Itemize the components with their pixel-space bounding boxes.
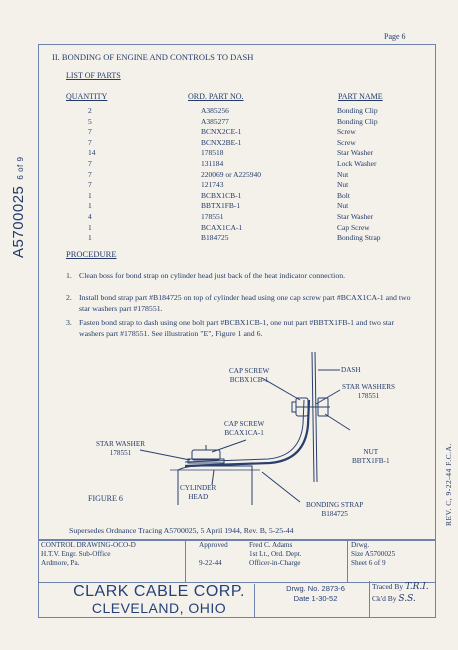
part-name: Nut bbox=[337, 180, 349, 190]
drwg-line: Sheet 6 of 9 bbox=[351, 559, 386, 567]
leader-strap bbox=[262, 472, 300, 502]
company-city: CLEVELAND, OHIO bbox=[91, 600, 227, 616]
part-number: 220069 or A225940 bbox=[201, 169, 261, 179]
list-of-parts-text: LIST OF PARTS bbox=[66, 71, 121, 80]
part-quantity: 7 bbox=[88, 137, 92, 147]
leader-cyl bbox=[212, 470, 214, 485]
label-cap-screw-top bbox=[229, 367, 269, 385]
drwg-line: Size A5700025 bbox=[351, 550, 396, 558]
part-number: BCBX1CB-1 bbox=[201, 190, 242, 200]
drawing-size-cell bbox=[349, 541, 435, 582]
part-quantity: 1 bbox=[88, 190, 92, 200]
col-header-part-no: ORD. PART NO. bbox=[188, 92, 244, 101]
company-cell bbox=[39, 581, 370, 617]
col-header-part-name: PART NAME bbox=[338, 92, 383, 101]
officer-line: Fred C. Adams bbox=[249, 541, 293, 549]
part-name: Screw bbox=[337, 137, 356, 147]
label-bonding-strap bbox=[306, 501, 363, 519]
part-name: Bonding Clip bbox=[337, 116, 378, 126]
step-number: 3. bbox=[66, 318, 72, 327]
part-quantity: 1 bbox=[88, 233, 92, 243]
approved-label: Approved bbox=[199, 541, 228, 549]
dash-panel bbox=[312, 352, 314, 482]
part-name: Cap Screw bbox=[337, 222, 370, 232]
label-text: 178551 bbox=[109, 449, 132, 457]
office-line: H.T.V. Engr. Sub-Office bbox=[41, 550, 111, 558]
part-name: Screw bbox=[337, 127, 356, 137]
leader-cap-screw-mid bbox=[212, 440, 246, 452]
part-name: Nut bbox=[337, 169, 349, 179]
part-name: Bonding Strap bbox=[337, 233, 381, 243]
label-text: B184725 bbox=[321, 510, 348, 518]
step-text: Clean boss for bond strap on cylinder head just back of the heat indicator connection. bbox=[79, 271, 346, 280]
doc-id: A5700025 bbox=[10, 185, 27, 258]
part-quantity: 7 bbox=[88, 159, 92, 168]
company-name: CLARK CABLE CORP. bbox=[73, 583, 245, 600]
sheet-of: 6 of 9 bbox=[16, 156, 25, 180]
label-text: CYLINDER bbox=[180, 484, 217, 492]
revision-note: REV. C, 9-22-44 F.C.A. bbox=[444, 443, 453, 526]
label-text: CAP SCREW bbox=[229, 367, 270, 375]
officer-line: Officer-in-Charge bbox=[249, 559, 301, 567]
officer-line: 1st Lt., Ord. Dept. bbox=[249, 550, 302, 558]
supersedes-note: Supersedes Ordnance Tracing A5700025, 5 April 1944, Rev. B, 5-25-44 bbox=[69, 526, 294, 535]
checked-label: Ck'd By bbox=[372, 594, 397, 603]
part-quantity: 5 bbox=[88, 116, 92, 126]
label-nut bbox=[352, 448, 390, 466]
label-star-washers bbox=[342, 383, 395, 401]
drwg-line: Drwg. bbox=[351, 541, 370, 549]
leader-star-washer bbox=[140, 450, 190, 460]
label-text: BCAX1CA-1 bbox=[224, 429, 264, 437]
approved-date: 9-22-44 bbox=[199, 559, 222, 567]
traced-label: Traced By bbox=[372, 582, 404, 591]
procedure-title: PROCEDURE bbox=[66, 249, 117, 259]
figure-caption: FIGURE 6 bbox=[88, 494, 123, 503]
label-text: STAR WASHERS bbox=[342, 383, 396, 391]
part-quantity: 7 bbox=[88, 127, 92, 137]
section-title: II. BONDING OF ENGINE AND CONTROLS TO DASH bbox=[52, 52, 254, 62]
col-header-quantity: QUANTITY bbox=[66, 92, 108, 101]
part-name: Nut bbox=[337, 201, 349, 211]
part-quantity: 14 bbox=[88, 148, 96, 158]
title-block bbox=[38, 540, 436, 583]
part-number: BCNX2CE-1 bbox=[201, 127, 242, 137]
part-quantity: 1 bbox=[88, 201, 92, 211]
label-text: HEAD bbox=[188, 493, 209, 501]
part-name: Star Washer bbox=[337, 212, 374, 221]
part-quantity: 4 bbox=[88, 212, 92, 221]
office-line: CONTROL DRAWING-OCO-D bbox=[41, 541, 136, 549]
part-quantity: 7 bbox=[88, 180, 92, 190]
label-text: STAR WASHER bbox=[96, 440, 146, 448]
traced-signature: T.R.I. bbox=[405, 582, 429, 592]
step-number: 1. bbox=[66, 271, 72, 280]
company-block bbox=[38, 581, 436, 618]
part-name: Bolt bbox=[337, 190, 350, 200]
drawing-number-cell bbox=[254, 584, 373, 617]
step-number: 2. bbox=[66, 293, 72, 302]
label-text: 178551 bbox=[357, 392, 380, 400]
part-number: BCAX1CA-1 bbox=[201, 222, 243, 232]
label-dash: DASH bbox=[341, 366, 361, 374]
traced-cell bbox=[369, 581, 438, 617]
label-text: BCBX1CB-1 bbox=[229, 376, 269, 384]
label-text: NUT bbox=[363, 448, 379, 456]
part-quantity: 1 bbox=[88, 222, 92, 232]
office-line: Ardmore, Pa. bbox=[41, 559, 80, 567]
part-quantity: 2 bbox=[88, 106, 92, 115]
part-number: 178518 bbox=[201, 148, 224, 158]
part-number: A385277 bbox=[201, 116, 229, 126]
side-document-id bbox=[10, 157, 27, 258]
drawing-date: Date 1-30-52 bbox=[293, 594, 338, 603]
leader-nut bbox=[325, 414, 350, 430]
part-number: BBTX1FB-1 bbox=[201, 201, 241, 211]
label-text: BBTX1FB-1 bbox=[352, 457, 390, 465]
part-number: 121743 bbox=[201, 180, 224, 190]
part-name: Lock Washer bbox=[337, 159, 377, 168]
approved-cell bbox=[186, 541, 245, 582]
label-text: CAP SCREW bbox=[224, 420, 265, 428]
step-text: Install bond strap part #B184725 on top of cylinder head using one cap screw part #BCAX1CA-1 and two star washers part #178551. bbox=[79, 293, 411, 313]
label-star-washer bbox=[96, 440, 145, 458]
office-cell bbox=[39, 541, 186, 582]
part-quantity: 7 bbox=[88, 169, 92, 179]
part-name: Bonding Clip bbox=[337, 106, 378, 115]
part-number: 178551 bbox=[201, 212, 224, 221]
checked-signature: S.S. bbox=[398, 594, 416, 604]
page-number: Page 6 bbox=[384, 32, 406, 41]
step-text: Fasten bond strap to dash using one bolt part #BCBX1CB-1, one nut part #BBTX1FB-1 and two star washers part #178551. See illustration "E", Figure 1 and 6. bbox=[79, 318, 395, 338]
officer-cell bbox=[247, 541, 348, 582]
part-number: BCNX2BE-1 bbox=[201, 137, 242, 147]
part-name: Star Washer bbox=[337, 148, 374, 158]
part-number: B184725 bbox=[201, 233, 229, 243]
drawing-number: Drwg. No. 2873-6 bbox=[286, 584, 345, 593]
part-number: A385256 bbox=[201, 106, 229, 115]
label-cap-screw-mid bbox=[224, 420, 264, 438]
label-cylinder-head bbox=[180, 484, 216, 502]
label-text: BONDING STRAP bbox=[306, 501, 364, 509]
part-number: 131184 bbox=[201, 159, 224, 168]
